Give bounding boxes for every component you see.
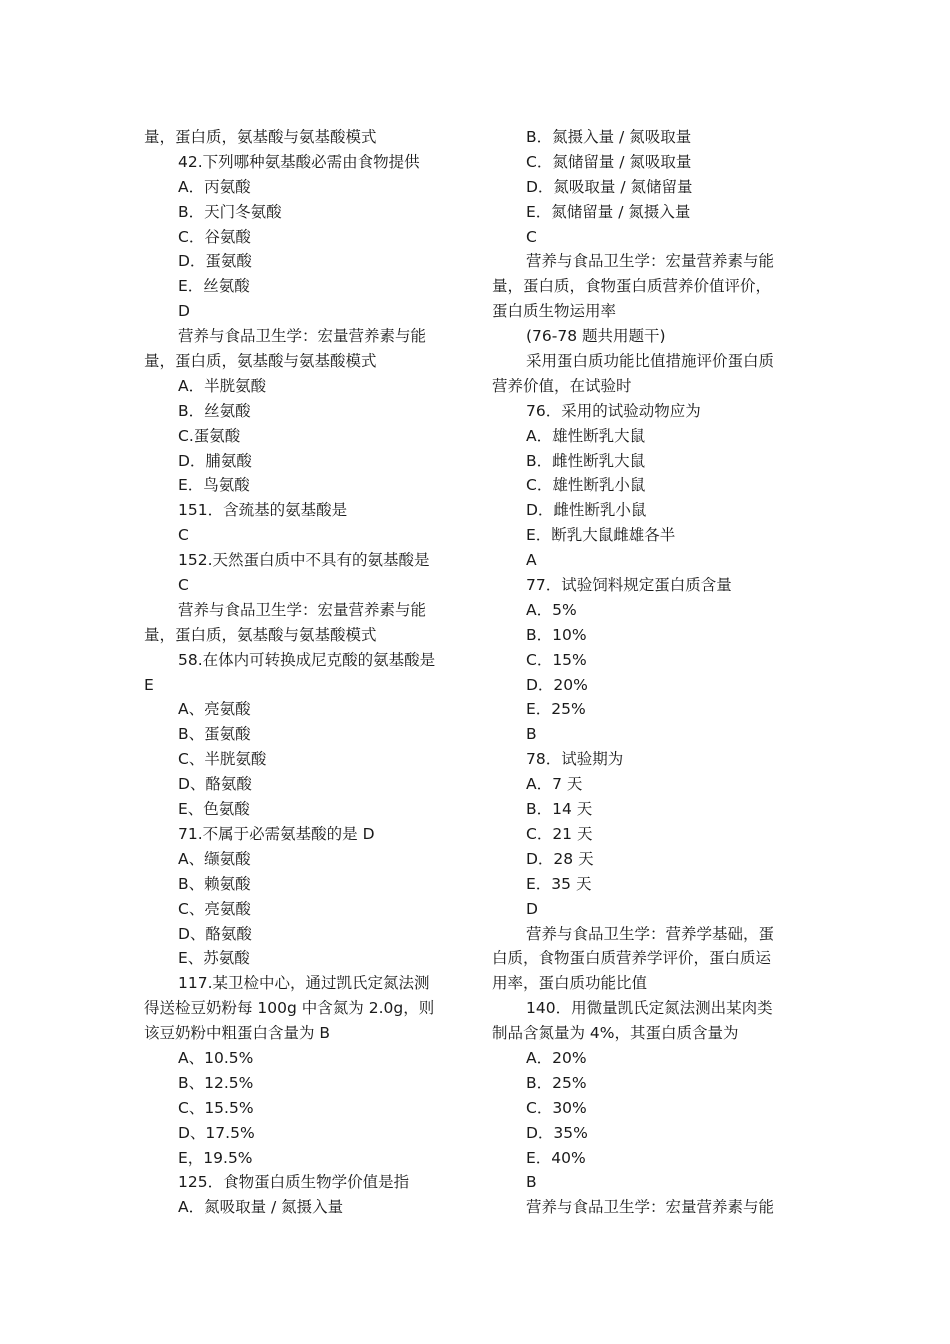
text-line: C．30% [526,1098,587,1117]
text-line: C．雄性断乳小鼠 [526,476,646,495]
text-line: A、10.5% [178,1048,254,1067]
text-line: E．氮储留量 / 氮摄入量 [526,202,691,221]
text-line: A．半胱氨酸 [178,376,267,395]
text-line: E、色氨酸 [178,800,250,819]
text-line: 营养与食品卫生学：宏量营养素与能 [178,600,427,619]
text-line: B．天门冬氨酸 [178,202,282,221]
text-line: B、12.5% [178,1073,254,1092]
text-line: 151．含巯基的氨基酸是 [178,501,348,520]
text-line: D．氮吸取量 / 氮储留量 [526,177,693,196]
text-line: 76．采用的试验动物应为 [526,401,701,420]
text-line: B．14 天 [526,800,593,819]
text-line: A．丙氨酸 [178,177,251,196]
text-line: D、酪氨酸 [178,924,252,943]
text-line: C．21 天 [526,824,593,843]
text-line: B [526,725,537,744]
text-line: C、15.5% [178,1098,254,1117]
text-line: D．35% [526,1123,588,1142]
text-line: D．20% [526,675,588,694]
text-line: E，19.5% [178,1148,253,1167]
text-line: A．7 天 [526,775,583,794]
text-line: A [526,551,537,570]
text-line: D．脯氨酸 [178,451,252,470]
text-line: B．丝氨酸 [178,401,251,420]
text-line: 117.某卫检中心，通过凯氏定氮法测 [178,974,430,993]
text-line: 营养与食品卫生学：宏量营养素与能 [178,327,427,346]
text-line: E．鸟氨酸 [178,476,250,495]
text-line: C、亮氨酸 [178,899,251,918]
text-line: D、酪氨酸 [178,775,252,794]
text-line: 140．用微量凯氏定氮法测出某肉类 [526,999,773,1018]
text-line: 营养与食品卫生学：宏量营养素与能 [526,1198,775,1217]
text-line: C [178,576,189,595]
text-line: C [178,526,189,545]
text-line: 得送检豆奶粉每 100g 中含氮为 2.0g，则 [144,999,435,1018]
text-line: E [144,675,154,694]
text-line: A．氮吸取量 / 氮摄入量 [178,1198,344,1217]
text-line: (76-78 题共用题干) [526,327,666,346]
left-text-column [144,125,464,1220]
text-line: B．10% [526,625,587,644]
text-line: D、17.5% [178,1123,255,1142]
text-line: C.蛋氨酸 [178,426,241,445]
text-line: C．15% [526,650,587,669]
text-line: 78．试验期为 [526,750,624,769]
text-line: A．雄性断乳大鼠 [526,426,646,445]
text-line: C [526,227,537,246]
text-line: E．丝氨酸 [178,277,250,296]
text-line: A、亮氨酸 [178,700,251,719]
text-line: 152.天然蛋白质中不具有的氨基酸是 [178,551,430,570]
text-line: C．氮储留量 / 氮吸取量 [526,152,692,171]
text-line: 营养与食品卫生学：营养学基础，蛋 [526,924,775,943]
text-line: B、赖氨酸 [178,874,251,893]
text-line: 125．食物蛋白质生物学价值是指 [178,1173,410,1192]
text-line: A．5% [526,600,577,619]
text-line: A、缬氨酸 [178,849,251,868]
text-line: 量，蛋白质，氨基酸与氨基酸模式 [144,128,377,146]
text-line: D [178,302,190,321]
text-line: E．25% [526,700,586,719]
text-line: 71.不属于必需氨基酸的是 D [178,824,375,843]
text-line: 营养与食品卫生学：宏量营养素与能 [526,252,775,271]
text-line: 量，蛋白质，氨基酸与氨基酸模式 [144,625,377,644]
text-line: D．蛋氨酸 [178,252,252,271]
text-line: 量，蛋白质，食物蛋白质营养价值评价， [492,277,772,296]
text-line: E．40% [526,1148,586,1167]
text-line: E．断乳大鼠雌雄各半 [526,526,676,545]
text-line: 营养价值，在试验时 [492,376,632,395]
right-text-column [492,125,812,1220]
text-line: B．25% [526,1073,587,1092]
text-line: 蛋白质生物运用率 [492,302,617,321]
text-line: 制品含氮量为 4%，其蛋白质含量为 [492,1024,739,1043]
text-line: 白质，食物蛋白质营养学评价，蛋白质运 [492,949,772,968]
text-line: 用率，蛋白质功能比值 [492,974,648,993]
text-line: D [526,899,538,918]
text-line: D．雌性断乳小鼠 [526,501,647,520]
text-line: 量，蛋白质，氨基酸与氨基酸模式 [144,352,377,371]
text-line: 采用蛋白质功能比值措施评价蛋白质 [526,352,775,371]
text-line: B．雌性断乳大鼠 [526,451,646,470]
text-line: A．20% [526,1048,587,1067]
text-line: C、半胱氨酸 [178,750,267,769]
text-line: E、苏氨酸 [178,949,250,968]
text-line: 58.在体内可转换成尼克酸的氨基酸是 [178,650,436,669]
text-line: C．谷氨酸 [178,227,251,246]
text-line: B、蛋氨酸 [178,725,251,744]
text-line: 该豆奶粉中粗蛋白含量为 B [144,1024,331,1043]
text-line: B．氮摄入量 / 氮吸取量 [526,128,692,146]
text-line: 42.下列哪种氨基酸必需由食物提供 [178,152,420,171]
text-line: D．28 天 [526,849,594,868]
text-line: 77．试验饲料规定蛋白质含量 [526,576,732,595]
text-line: B [526,1173,537,1192]
text-line: E．35 天 [526,874,592,893]
